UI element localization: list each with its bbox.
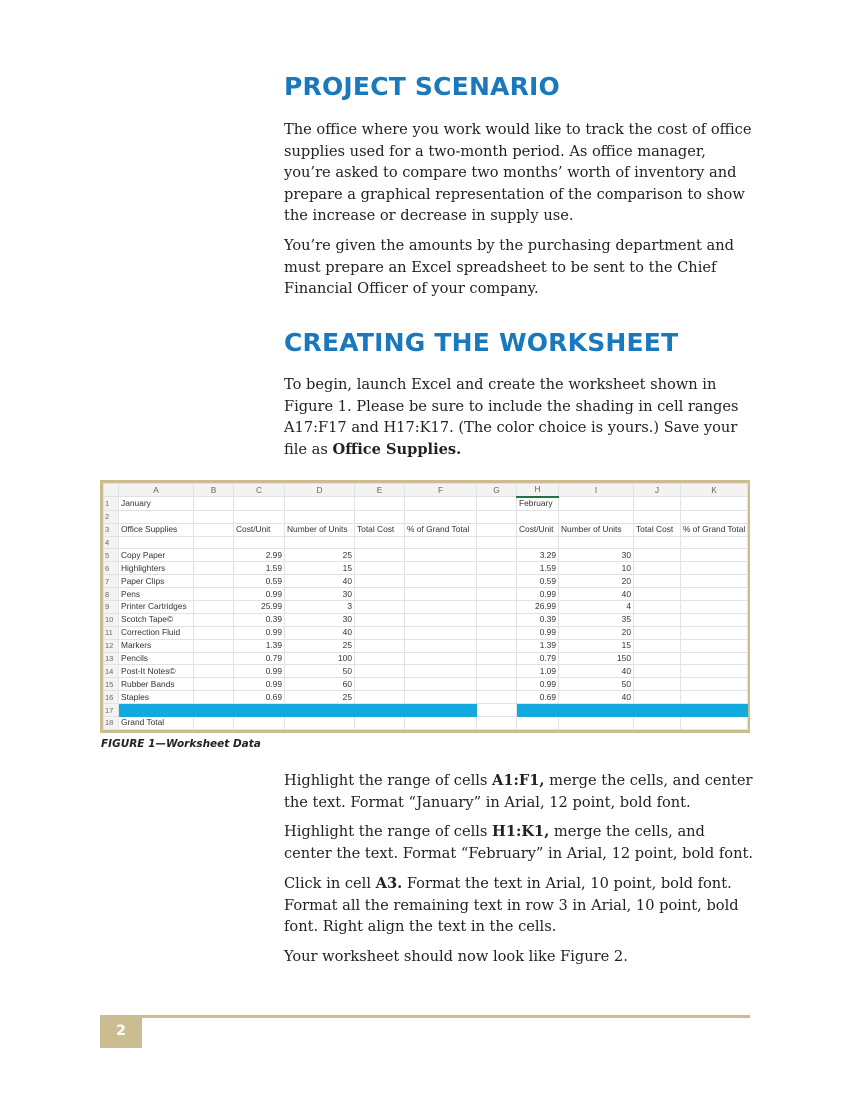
worksheet-figure <box>100 480 750 733</box>
table-row <box>104 575 748 588</box>
cell[interactable] <box>405 510 477 523</box>
row-header[interactable]: 9 <box>104 601 119 614</box>
item-name[interactable]: Copy Paper <box>119 549 194 562</box>
cell[interactable] <box>285 510 355 523</box>
instruction-text: Highlight the range of cells <box>284 823 493 840</box>
row-header[interactable]: 11 <box>104 626 119 639</box>
column-header-C[interactable]: C <box>234 484 285 497</box>
jan-cost[interactable]: 1.59 <box>234 562 285 575</box>
feb-cost[interactable]: 0.79 <box>517 652 559 665</box>
cell[interactable] <box>634 613 681 626</box>
cell[interactable] <box>477 497 517 510</box>
header-cost-unit[interactable]: Cost/Unit <box>234 523 285 536</box>
cell[interactable] <box>477 549 517 562</box>
row-header[interactable]: 1 <box>104 497 119 510</box>
table-row <box>104 704 748 717</box>
header-office-supplies[interactable]: Office Supplies <box>119 523 194 536</box>
feb-units[interactable]: 4 <box>559 601 634 614</box>
shaded-cell[interactable] <box>517 704 559 717</box>
table-row <box>104 536 748 549</box>
feb-units[interactable]: 40 <box>559 691 634 704</box>
jan-units[interactable]: 50 <box>285 665 355 678</box>
worksheet-table <box>103 483 748 730</box>
item-name[interactable]: Rubber Bands <box>119 678 194 691</box>
table-row <box>104 613 748 626</box>
cell[interactable] <box>285 497 355 510</box>
column-header-E[interactable]: E <box>355 484 405 497</box>
cell[interactable] <box>477 588 517 601</box>
item-name[interactable]: Paper Clips <box>119 575 194 588</box>
feb-units[interactable]: 20 <box>559 575 634 588</box>
cell[interactable] <box>634 575 681 588</box>
row-header[interactable]: 6 <box>104 562 119 575</box>
grand-total-label[interactable]: Grand Total <box>119 717 194 730</box>
row-header[interactable]: 7 <box>104 575 119 588</box>
cell[interactable] <box>194 613 234 626</box>
jan-units[interactable]: 25 <box>285 691 355 704</box>
cell[interactable] <box>234 510 285 523</box>
cell[interactable] <box>634 717 681 730</box>
cell[interactable] <box>405 626 477 639</box>
cell[interactable] <box>477 613 517 626</box>
cell[interactable] <box>194 497 234 510</box>
feb-units[interactable]: 50 <box>559 678 634 691</box>
cell[interactable] <box>559 717 634 730</box>
cell[interactable] <box>405 717 477 730</box>
table-row <box>104 549 748 562</box>
cell[interactable] <box>355 510 405 523</box>
cell[interactable] <box>285 717 355 730</box>
cell[interactable] <box>477 652 517 665</box>
feb-cost[interactable]: 0.59 <box>517 575 559 588</box>
select-all-corner[interactable] <box>104 484 119 497</box>
header-units[interactable]: Number of Units <box>559 523 634 536</box>
column-header-F[interactable]: F <box>405 484 477 497</box>
jan-cost[interactable]: 0.69 <box>234 691 285 704</box>
jan-cost[interactable]: 0.99 <box>234 678 285 691</box>
cell[interactable] <box>681 717 748 730</box>
row-header[interactable]: 15 <box>104 678 119 691</box>
table-row <box>104 601 748 614</box>
cell[interactable] <box>681 626 748 639</box>
cell[interactable] <box>477 601 517 614</box>
cell[interactable] <box>634 588 681 601</box>
item-name[interactable]: Printer Cartridges <box>119 601 194 614</box>
cell[interactable] <box>194 536 234 549</box>
cell[interactable] <box>405 678 477 691</box>
table-row <box>104 626 748 639</box>
cell[interactable] <box>477 523 517 536</box>
table-row <box>104 588 748 601</box>
column-header-J[interactable]: J <box>634 484 681 497</box>
shaded-cell[interactable] <box>355 704 405 717</box>
jan-units[interactable]: 60 <box>285 678 355 691</box>
cell[interactable] <box>194 523 234 536</box>
cell[interactable] <box>477 562 517 575</box>
cell[interactable] <box>355 665 405 678</box>
shaded-cell[interactable] <box>285 704 355 717</box>
table-row <box>104 510 748 523</box>
cell[interactable] <box>194 562 234 575</box>
jan-cost[interactable]: 2.99 <box>234 549 285 562</box>
cell[interactable] <box>355 639 405 652</box>
cell[interactable] <box>405 497 477 510</box>
cell[interactable] <box>681 665 748 678</box>
row-header[interactable]: 14 <box>104 665 119 678</box>
cell[interactable] <box>634 536 681 549</box>
instruction-paragraph <box>284 873 754 938</box>
cell[interactable] <box>355 626 405 639</box>
cell[interactable] <box>355 601 405 614</box>
cell[interactable] <box>355 562 405 575</box>
feb-cost[interactable]: 0.99 <box>517 678 559 691</box>
jan-cost[interactable]: 0.99 <box>234 626 285 639</box>
header-total-cost[interactable]: Total Cost <box>634 523 681 536</box>
cell[interactable] <box>681 575 748 588</box>
cell[interactable] <box>681 549 748 562</box>
jan-units[interactable]: 25 <box>285 549 355 562</box>
shaded-cell[interactable] <box>194 704 234 717</box>
row-header[interactable]: 16 <box>104 691 119 704</box>
cell[interactable] <box>405 691 477 704</box>
cell[interactable] <box>194 691 234 704</box>
feb-cost[interactable]: 0.99 <box>517 588 559 601</box>
feb-units[interactable]: 40 <box>559 665 634 678</box>
feb-cost[interactable]: 0.39 <box>517 613 559 626</box>
table-row <box>104 562 748 575</box>
row-header[interactable]: 17 <box>104 704 119 717</box>
cell[interactable] <box>634 665 681 678</box>
cell[interactable] <box>477 626 517 639</box>
cell[interactable] <box>355 717 405 730</box>
cell[interactable] <box>634 510 681 523</box>
cell[interactable] <box>194 575 234 588</box>
cell[interactable] <box>634 549 681 562</box>
column-header-B[interactable]: B <box>194 484 234 497</box>
cell[interactable] <box>194 678 234 691</box>
instruction-text: merge the cells, and center the text. Format “January” in Arial, 12 point, bold font. <box>284 772 753 811</box>
scenario-paragraph-1: The office where you work would like to track the cost of office supplies used for a two-month period. As office manager, you’re asked to compare two months’ worth of inventory and prepare a graphical representation of the comparison to show the increase or decrease in supply use. <box>284 121 752 225</box>
heading-creating-worksheet: CREATING THE WORKSHEET <box>284 328 679 357</box>
cell[interactable] <box>634 626 681 639</box>
cell[interactable] <box>405 575 477 588</box>
instruction-text: merge the cells, and center the text. Format “February” in Arial, 12 point, bold font. <box>284 823 753 862</box>
shaded-cell[interactable] <box>234 704 285 717</box>
february-label[interactable]: February <box>517 497 559 510</box>
shaded-cell[interactable] <box>559 704 634 717</box>
instruction-paragraph <box>284 946 754 968</box>
instruction-paragraph <box>284 770 754 813</box>
row-header[interactable]: 4 <box>104 536 119 549</box>
feb-units[interactable]: 20 <box>559 626 634 639</box>
jan-units[interactable]: 15 <box>285 562 355 575</box>
item-name[interactable]: Markers <box>119 639 194 652</box>
creating-text: To begin, launch Excel and create the worksheet shown in Figure 1. Please be sure to include the shading in cell ranges A17:F17 and H17:K17. (The color choice is yours.) Save your file as <box>284 376 739 458</box>
table-row <box>104 652 748 665</box>
table-row <box>104 678 748 691</box>
shaded-cell[interactable] <box>405 704 477 717</box>
cell[interactable] <box>355 613 405 626</box>
cell[interactable] <box>405 639 477 652</box>
jan-cost[interactable]: 0.99 <box>234 588 285 601</box>
cell[interactable] <box>194 601 234 614</box>
cell[interactable] <box>634 497 681 510</box>
jan-units[interactable]: 30 <box>285 613 355 626</box>
row-header[interactable]: 3 <box>104 523 119 536</box>
table-row <box>104 639 748 652</box>
cell[interactable] <box>355 691 405 704</box>
cell[interactable] <box>234 717 285 730</box>
cell[interactable] <box>681 613 748 626</box>
cell[interactable] <box>119 536 194 549</box>
feb-units[interactable]: 30 <box>559 549 634 562</box>
jan-units[interactable]: 40 <box>285 575 355 588</box>
cell[interactable] <box>681 639 748 652</box>
table-row <box>104 523 748 536</box>
feb-cost[interactable]: 0.69 <box>517 691 559 704</box>
feb-units[interactable]: 150 <box>559 652 634 665</box>
cell[interactable] <box>405 652 477 665</box>
footer-rule <box>100 1015 750 1018</box>
cell[interactable] <box>405 613 477 626</box>
header-pct[interactable]: % of Grand Total <box>681 523 748 536</box>
cell-reference: A3. <box>375 875 403 892</box>
cell[interactable] <box>355 588 405 601</box>
jan-cost[interactable]: 1.39 <box>234 639 285 652</box>
feb-cost[interactable]: 0.99 <box>517 626 559 639</box>
figure-caption: FIGURE 1—Worksheet Data <box>101 738 261 750</box>
instruction-paragraph <box>284 821 754 864</box>
table-row <box>104 665 748 678</box>
heading-project-scenario: PROJECT SCENARIO <box>284 72 561 101</box>
item-name[interactable]: Staples <box>119 691 194 704</box>
table-row <box>104 717 748 730</box>
jan-units[interactable]: 30 <box>285 588 355 601</box>
cell[interactable] <box>517 536 559 549</box>
cell[interactable] <box>194 510 234 523</box>
cell[interactable] <box>681 652 748 665</box>
cell[interactable] <box>477 665 517 678</box>
cell[interactable] <box>405 562 477 575</box>
row-header[interactable]: 13 <box>104 652 119 665</box>
cell[interactable] <box>634 652 681 665</box>
cell[interactable] <box>405 588 477 601</box>
item-name[interactable]: Scotch Tape© <box>119 613 194 626</box>
cell[interactable] <box>355 549 405 562</box>
table-row <box>104 497 748 510</box>
cell[interactable] <box>477 717 517 730</box>
jan-units[interactable]: 3 <box>285 601 355 614</box>
item-name[interactable]: Post-It Notes© <box>119 665 194 678</box>
cell[interactable] <box>477 691 517 704</box>
cell[interactable] <box>477 704 517 717</box>
cell[interactable] <box>194 717 234 730</box>
cell[interactable] <box>681 678 748 691</box>
cell[interactable] <box>194 626 234 639</box>
instruction-text: Format the text in Arial, 10 point, bold font. Format all the remaining text in row 3 in Arial, 10 point, bold font. Right align the text in the cells. <box>284 875 739 936</box>
table-row <box>104 691 748 704</box>
cell[interactable] <box>194 652 234 665</box>
header-units[interactable]: Number of Units <box>285 523 355 536</box>
feb-cost[interactable]: 1.59 <box>517 562 559 575</box>
item-name[interactable]: Correction Fluid <box>119 626 194 639</box>
jan-cost[interactable]: 0.99 <box>234 665 285 678</box>
header-cost-unit[interactable]: Cost/Unit <box>517 523 559 536</box>
page-number: 2 <box>100 1015 142 1048</box>
table-row <box>104 484 748 497</box>
cell[interactable] <box>634 678 681 691</box>
cell[interactable] <box>194 588 234 601</box>
row-header[interactable]: 10 <box>104 613 119 626</box>
cell[interactable] <box>681 601 748 614</box>
shaded-cell[interactable] <box>119 704 194 717</box>
row-header[interactable]: 18 <box>104 717 119 730</box>
cell[interactable] <box>405 536 477 549</box>
january-label[interactable]: January <box>119 497 194 510</box>
column-header-G[interactable]: G <box>477 484 517 497</box>
cell[interactable] <box>285 536 355 549</box>
cell[interactable] <box>234 536 285 549</box>
feb-cost[interactable]: 26.99 <box>517 601 559 614</box>
cell[interactable] <box>681 536 748 549</box>
cell[interactable] <box>681 691 748 704</box>
feb-units[interactable]: 35 <box>559 613 634 626</box>
row-header[interactable]: 8 <box>104 588 119 601</box>
feb-units[interactable]: 40 <box>559 588 634 601</box>
item-name[interactable]: Pens <box>119 588 194 601</box>
jan-cost[interactable]: 25.99 <box>234 601 285 614</box>
cell[interactable] <box>477 678 517 691</box>
cell[interactable] <box>681 510 748 523</box>
creating-paragraph <box>284 374 754 460</box>
cell[interactable] <box>355 575 405 588</box>
cell[interactable] <box>194 639 234 652</box>
cell[interactable] <box>634 601 681 614</box>
cell[interactable] <box>477 510 517 523</box>
cell[interactable] <box>477 639 517 652</box>
cell[interactable] <box>634 691 681 704</box>
cell[interactable] <box>405 665 477 678</box>
column-header-A[interactable]: A <box>119 484 194 497</box>
header-pct[interactable]: % of Grand Total <box>405 523 477 536</box>
column-header-D[interactable]: D <box>285 484 355 497</box>
jan-cost[interactable]: 0.59 <box>234 575 285 588</box>
cell-reference: H1:K1, <box>492 823 550 840</box>
jan-units[interactable]: 100 <box>285 652 355 665</box>
feb-cost[interactable]: 1.09 <box>517 665 559 678</box>
instruction-text: Highlight the range of cells <box>284 772 493 789</box>
cell[interactable] <box>517 510 559 523</box>
column-header-H[interactable]: H <box>517 484 559 497</box>
row-header[interactable]: 2 <box>104 510 119 523</box>
file-name: Office Supplies. <box>332 440 462 458</box>
cell[interactable] <box>234 497 285 510</box>
row-header[interactable]: 12 <box>104 639 119 652</box>
cell[interactable] <box>477 575 517 588</box>
feb-units[interactable]: 15 <box>559 639 634 652</box>
cell[interactable] <box>477 536 517 549</box>
cell[interactable] <box>194 549 234 562</box>
cell[interactable] <box>355 536 405 549</box>
scenario-paragraph-2: You’re given the amounts by the purchasing department and must prepare an Excel spreadsheet to be sent to the Chief Financial Officer of your company. <box>284 237 734 298</box>
header-total-cost[interactable]: Total Cost <box>355 523 405 536</box>
item-name[interactable]: Pencils <box>119 652 194 665</box>
cell[interactable] <box>634 562 681 575</box>
cell[interactable] <box>355 652 405 665</box>
feb-cost[interactable]: 3.29 <box>517 549 559 562</box>
cell[interactable] <box>355 678 405 691</box>
cell[interactable] <box>681 588 748 601</box>
column-header-I[interactable]: I <box>559 484 634 497</box>
cell[interactable] <box>559 497 634 510</box>
cell[interactable] <box>405 601 477 614</box>
instruction-text: Click in cell <box>284 875 376 892</box>
cell[interactable] <box>681 562 748 575</box>
cell[interactable] <box>634 639 681 652</box>
shaded-cell[interactable] <box>681 704 748 717</box>
cell[interactable] <box>681 497 748 510</box>
feb-cost[interactable]: 1.39 <box>517 639 559 652</box>
item-name[interactable]: Highlighters <box>119 562 194 575</box>
cell[interactable] <box>194 665 234 678</box>
jan-units[interactable]: 25 <box>285 639 355 652</box>
jan-units[interactable]: 40 <box>285 626 355 639</box>
feb-units[interactable]: 10 <box>559 562 634 575</box>
jan-cost[interactable]: 0.39 <box>234 613 285 626</box>
cell-reference: A1:F1, <box>492 772 545 789</box>
cell[interactable] <box>559 536 634 549</box>
cell[interactable] <box>405 549 477 562</box>
cell[interactable] <box>119 510 194 523</box>
jan-cost[interactable]: 0.79 <box>234 652 285 665</box>
cell[interactable] <box>355 497 405 510</box>
shaded-cell[interactable] <box>634 704 681 717</box>
cell[interactable] <box>517 717 559 730</box>
instruction-text: Your worksheet should now look like Figure 2. <box>284 948 628 965</box>
column-header-K[interactable]: K <box>681 484 748 497</box>
cell[interactable] <box>559 510 634 523</box>
row-header[interactable]: 5 <box>104 549 119 562</box>
